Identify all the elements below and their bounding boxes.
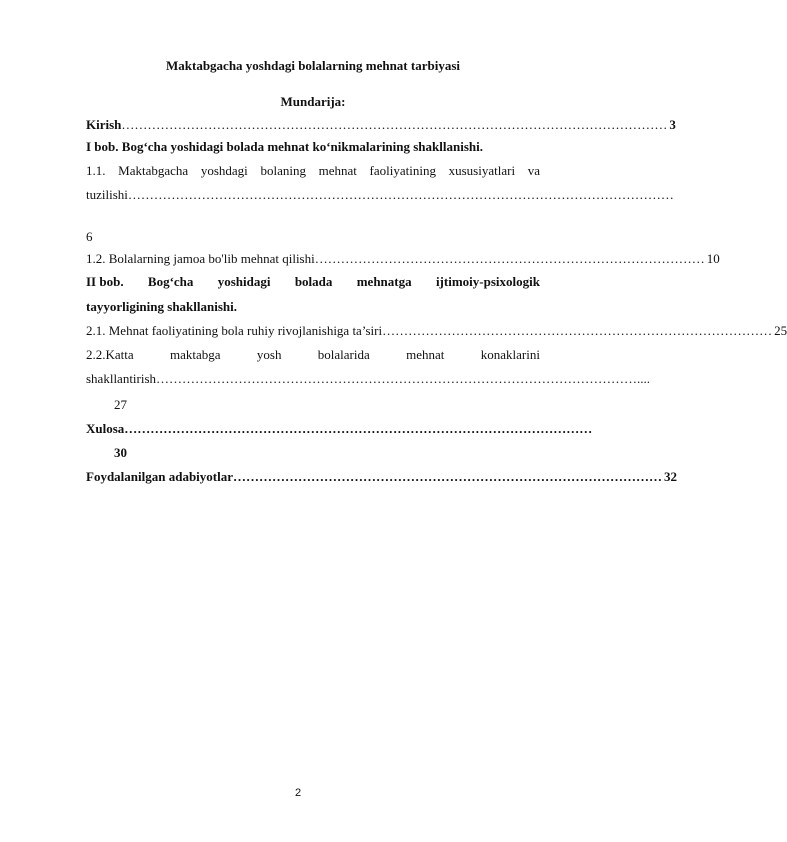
toc-page-xulosa: 30 — [114, 445, 127, 460]
toc-entry-adabiyot — [86, 468, 677, 485]
toc-label: Kirish — [86, 117, 122, 132]
toc-word: konaklarini — [480, 347, 540, 362]
toc-word: mehnat — [318, 163, 357, 178]
toc-entry-kirish — [86, 116, 676, 133]
toc-page: 3 — [669, 117, 676, 132]
toc-label: Foydalanilgan adabiyotlar — [86, 469, 233, 484]
toc-entry-xulosa — [86, 420, 593, 437]
toc-word: va — [527, 163, 540, 178]
toc-word: 2.2.Katta — [86, 347, 134, 362]
toc-label: Xulosa — [86, 421, 125, 436]
toc-entry-1-1-line1 — [86, 162, 540, 179]
toc-word: maktabga — [170, 347, 221, 362]
toc-entry-2-1 — [86, 322, 787, 339]
toc-leader-end: .... — [637, 371, 651, 386]
toc-chapter-2-line2: tayyorligining shakllanishi. — [86, 299, 237, 314]
toc-label: tuzilishi — [86, 187, 128, 202]
toc-word: yoshdagi — [200, 163, 248, 178]
toc-entry-1-2 — [86, 250, 720, 267]
toc-word: 1.1. — [86, 163, 106, 178]
toc-word: Bog‘cha — [147, 274, 194, 289]
toc-leader: ……………………………………………………………………………… — [382, 323, 773, 338]
toc-label: 1.2. Bolalarning jamoa bo'lib mehnat qilishi — [86, 251, 315, 266]
toc-word: faoliyatining — [369, 163, 436, 178]
toc-chapter-1: I bob. Bog‘cha yoshidagi bolada mehnat ko‘nikmalarining shakllanishi. — [86, 139, 483, 154]
toc-label: shakllantirish — [86, 371, 157, 386]
document-title: Maktabgacha yoshdagi bolalarning mehnat tarbiyasi — [166, 58, 460, 73]
toc-entry-2-2-line2 — [86, 370, 651, 387]
toc-word: mehnatga — [356, 274, 412, 289]
toc-leader: ……………………………………………………………………………………………………………… — [127, 187, 674, 202]
toc-word: bolaning — [260, 163, 306, 178]
toc-word: yoshidagi — [217, 274, 271, 289]
toc-word: mehnat — [406, 347, 445, 362]
toc-leader: ……………………………………………………………………………………… — [233, 469, 662, 484]
toc-chapter-2-line1 — [86, 273, 540, 290]
toc-leader: ……………………………………………………………………………………………………………… — [121, 117, 668, 132]
toc-entry-1-1-line2 — [86, 186, 674, 203]
toc-word: bolalarida — [317, 347, 370, 362]
toc-page: 25 — [774, 323, 787, 338]
toc-page-2-2: 27 — [114, 397, 127, 412]
contents-heading: Mundarija: — [280, 94, 346, 109]
toc-page-1-1: 6 — [86, 229, 93, 244]
toc-word: Maktabgacha — [118, 163, 189, 178]
toc-leader: ……………………………………………………………………………………………… — [124, 421, 593, 436]
toc-word: xususiyatlari — [448, 163, 516, 178]
toc-page: 10 — [706, 251, 720, 266]
toc-entry-2-2-line1 — [86, 346, 540, 363]
page-number: 2 — [294, 787, 302, 799]
toc-word: bolada — [294, 274, 333, 289]
toc-label: 2.1. Mehnat faoliyatining bola ruhiy rivojlanishiga ta’siri — [86, 323, 383, 338]
toc-word: II bob. — [86, 274, 124, 289]
toc-leader: ………………………………………………………………………………………………… — [156, 371, 638, 386]
toc-word: ijtimoiy-psixologik — [435, 274, 540, 289]
toc-word: yosh — [256, 347, 282, 362]
toc-page: 32 — [664, 469, 677, 484]
toc-leader: ……………………………………………………………………………… — [314, 251, 705, 266]
